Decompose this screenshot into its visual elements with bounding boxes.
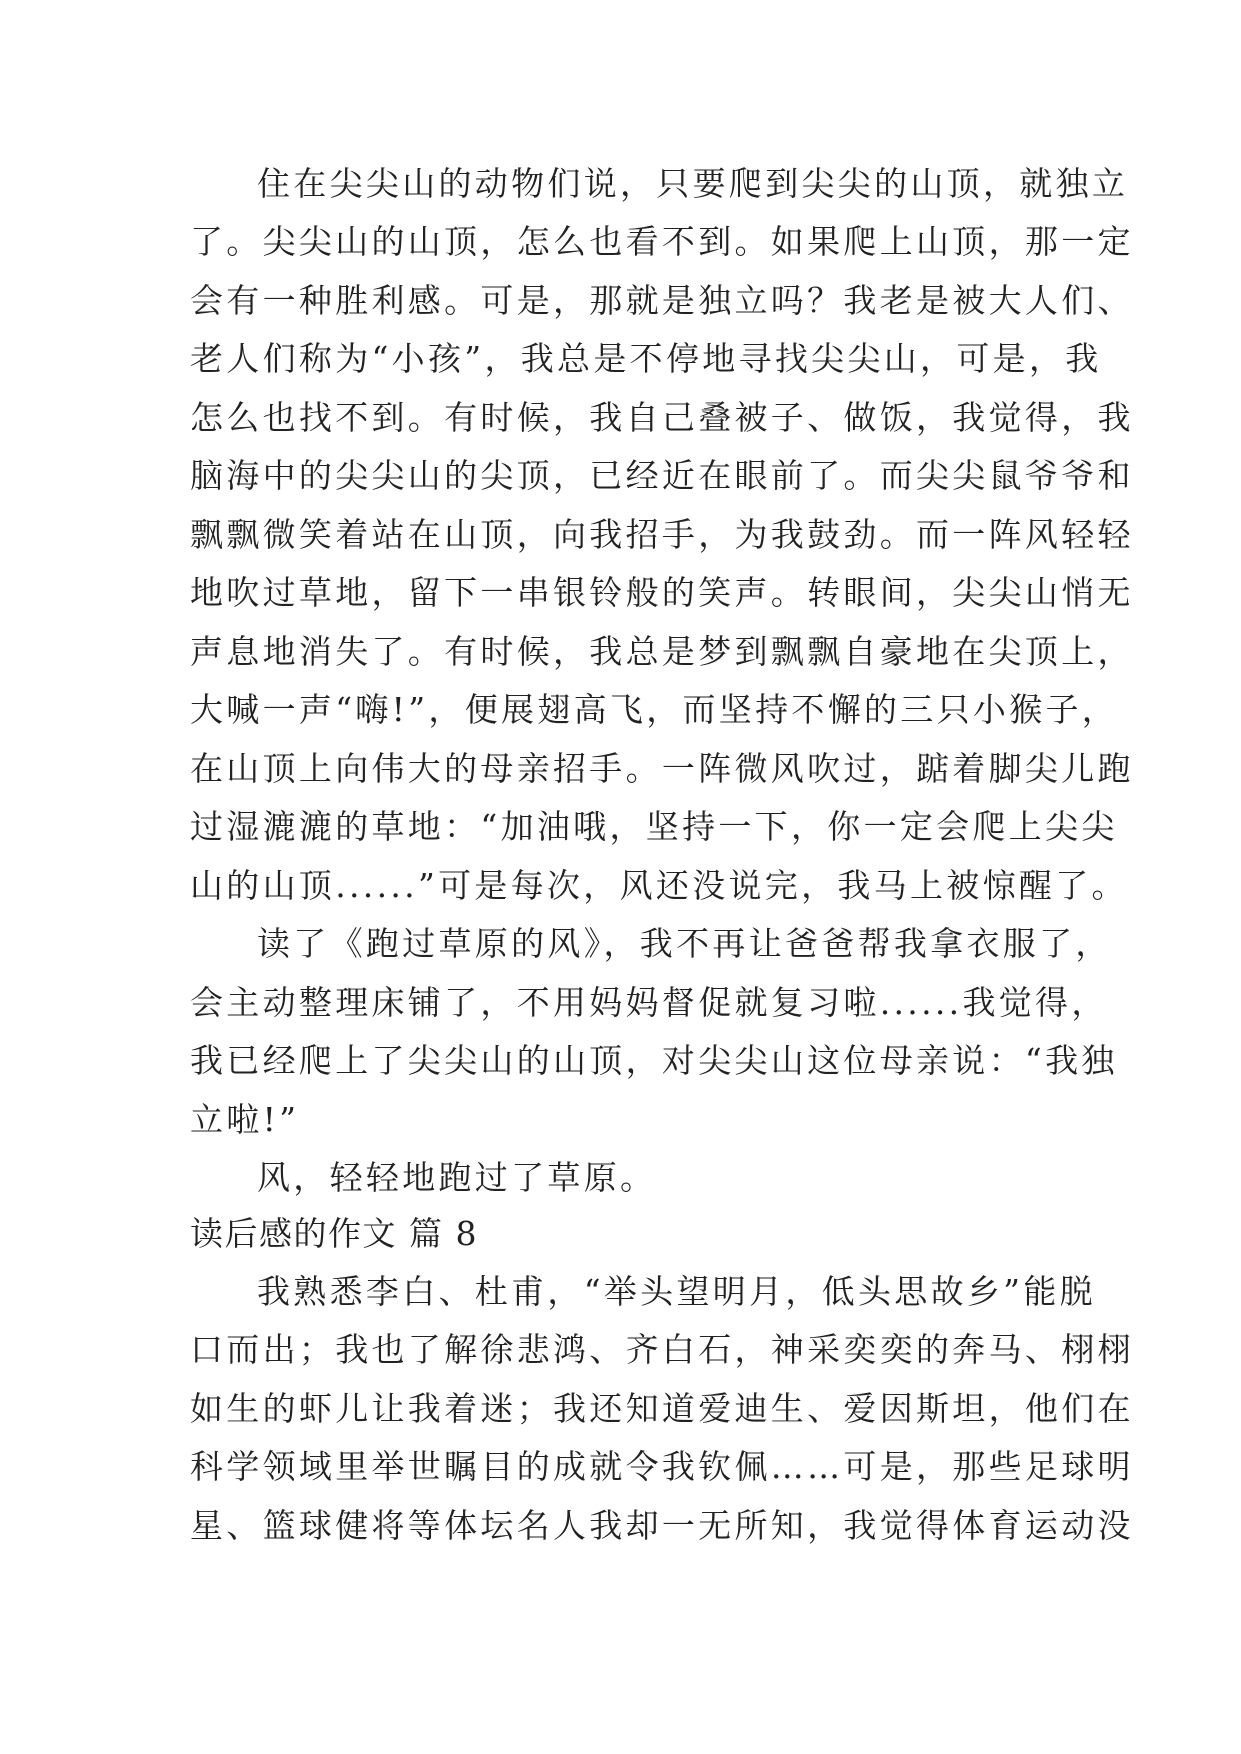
text-line: 我熟悉李白、杜甫，“举头望明月，低头思故乡”能脱 bbox=[257, 1272, 1096, 1311]
text-line: 立啦!” bbox=[190, 1100, 300, 1139]
text-line: 在山顶上向伟大的母亲招手。一阵微风吹过，踮着脚尖儿跑 bbox=[190, 749, 1134, 788]
text-line: 住在尖尖山的动物们说，只要爬到尖尖的山顶，就独立 bbox=[257, 164, 1129, 203]
text-line: 老人们称为“小孩”，我总是不停地寻找尖尖山，可是，我 bbox=[190, 339, 1102, 378]
text-line: 了。尖尖山的山顶，怎么也看不到。如果爬上山顶，那一定 bbox=[190, 222, 1134, 261]
text-line: 风，轻轻地跑过了草原。 bbox=[257, 1158, 657, 1197]
text-line: 山的山顶......”可是每次，风还没说完，我马上被惊醒了。 bbox=[190, 866, 1128, 905]
text-line: 地吹过草地，留下一串银铃般的笑声。转眼间，尖尖山悄无 bbox=[190, 573, 1134, 612]
text-line: 大喊一声“嗨!”，便展翅高飞，而坚持不懈的三只小猴子， bbox=[190, 690, 1119, 729]
text-line: 脑海中的尖尖山的尖顶，已经近在眼前了。而尖尖鼠爷爷和 bbox=[190, 456, 1134, 495]
text-line: 飘飘微笑着站在山顶，向我招手，为我鼓劲。而一阵风轻轻 bbox=[190, 515, 1134, 554]
text-line: 会有一种胜利感。可是，那就是独立吗？我老是被大人们、 bbox=[190, 281, 1134, 320]
text-line: 口而出；我也了解徐悲鸿、齐白石，神采奕奕的奔马、栩栩 bbox=[190, 1330, 1134, 1369]
text-line: 会主动整理床铺了，不用妈妈督促就复习啦......我觉得， bbox=[190, 983, 1108, 1022]
text-line: 过湿漉漉的草地：“加油哦，坚持一下，你一定会爬上尖尖 bbox=[190, 807, 1118, 846]
text-line: 怎么也找不到。有时候，我自己叠被子、做饭，我觉得，我 bbox=[190, 398, 1134, 437]
text-line: 读了《跑过草原的风》，我不再让爸爸帮我拿衣服了， bbox=[257, 924, 1112, 963]
text-line: 我已经爬上了尖尖山的山顶，对尖尖山这位母亲说：“我独 bbox=[190, 1041, 1118, 1080]
text-line: 星、篮球健将等体坛名人我却一无所知，我觉得体育运动没 bbox=[190, 1506, 1134, 1545]
section-heading: 读后感的作文 篇 8 bbox=[190, 1214, 478, 1253]
text-line: 科学领域里举世瞩目的成就令我钦佩……可是，那些足球明 bbox=[190, 1447, 1134, 1486]
text-line: 如生的虾儿让我着迷；我还知道爱迪生、爱因斯坦，他们在 bbox=[190, 1389, 1134, 1428]
text-line: 声息地消失了。有时候，我总是梦到飘飘自豪地在尖顶上， bbox=[190, 632, 1134, 671]
